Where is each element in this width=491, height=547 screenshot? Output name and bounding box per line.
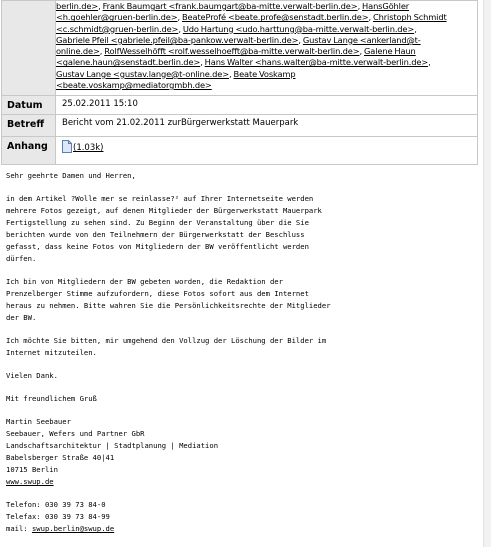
mail-line	[6, 523, 476, 535]
scrollbar-track[interactable]	[483, 0, 491, 547]
recipient-separator: ,	[428, 57, 431, 68]
body-line: gefasst, dass keine Fotos von Mitgliedern der BW veröffentlicht werden	[6, 242, 309, 251]
recipient-link[interactable]: berlin.de>	[56, 1, 99, 11]
telefax-line: Telefax: 030 39 73 84-99	[6, 512, 110, 521]
recipient-separator: ,	[229, 68, 234, 79]
contact-block	[6, 499, 476, 535]
body-line: in dem Artikel ?Wolle mer se reinlasse?² auf Ihrer Internetseite werden	[6, 194, 314, 203]
datum-value: 25.02.2011 15:10	[56, 96, 478, 115]
body-paragraph	[6, 370, 476, 382]
recipient-separator: ,	[357, 1, 363, 11]
body-line: Ich möchte Sie bitten, mir umgehend den Vollzug der Löschung der Bilder im	[6, 336, 327, 345]
message-body	[6, 170, 476, 546]
recipient-link[interactable]: BeateProfé <beate.profe@senstadt.berlin.de>	[182, 12, 369, 23]
recipient-link[interactable]: Galene Haun	[364, 46, 416, 57]
mail-link[interactable]: swup.berlin@swup.de	[31, 524, 115, 533]
recipient-separator: ,	[99, 46, 105, 57]
recipient-separator: ,	[177, 12, 183, 23]
body-line: Ich bin von Mitgliedern der BW gebeten worden, die Redaktion der	[6, 277, 283, 286]
body-line: Prenzelberger Stimme aufzufordern, diese Fotos sofort aus dem Internet	[6, 289, 309, 298]
recipient-separator: ,	[98, 1, 103, 11]
body-line: der BW.	[6, 313, 37, 322]
body-paragraph	[6, 170, 476, 182]
recipient-link[interactable]: Frank Baumgart <frank.baumgart@ba-mitte.verwalt-berlin.de>	[102, 1, 358, 11]
recipient-link[interactable]: <h.goehler@gruen-berlin.de>	[56, 12, 178, 23]
recipient-separator: ,	[414, 23, 417, 34]
body-line: Vielen Dank.	[6, 371, 58, 380]
signature-line: Martin Seebauer	[6, 417, 71, 426]
recipient-link[interactable]: HansGöhler	[362, 1, 410, 11]
recipient-link[interactable]: Christoph Schmidt	[373, 12, 447, 23]
anhang-label: Anhang	[2, 137, 56, 165]
body-line: dürfen.	[6, 254, 37, 263]
recipient-link[interactable]: Gabriele Pfeil <gabriele.pfeil@ba-pankow.verwalt-berlin.de>	[56, 34, 299, 45]
datum-label: Datum	[2, 96, 56, 115]
signature-line: Seebauer, Wefers und Partner GbR	[6, 429, 145, 438]
betreff-value: Bericht vom 21.02.2011 zurBürgerwerkstatt Mauerpark	[56, 115, 478, 137]
recipient-separator: ,	[298, 34, 303, 45]
recipient-link[interactable]: <beate.voskamp@mediatorgmbh.de>	[56, 80, 212, 91]
betreff-label: Betreff	[2, 115, 56, 137]
recipient-link[interactable]: Udo Hartung <udo.harttung@ba-mitte.verwalt-berlin.de>	[182, 23, 415, 34]
body-line: mehrere Fotos gezeigt, auf denen Mitglieder der Bürgerwerkstatt Mauerpark	[6, 206, 322, 215]
recipient-link[interactable]: <c.schmidt@gruen-berlin.de>	[56, 23, 179, 34]
anhang-cell	[56, 137, 478, 165]
body-paragraph	[6, 393, 476, 405]
body-line: Fertigstellung zu sehen sind. Zu Beginn der Veranstaltung über die Sie	[6, 218, 309, 227]
signature-block	[6, 416, 476, 488]
recipient-separator: ,	[368, 12, 374, 23]
recipients-label-cell	[2, 1, 56, 96]
recipient-link[interactable]: <galene.haun@senstadt.berlin.de>	[56, 57, 201, 68]
attachment-link[interactable]	[62, 143, 103, 153]
website-link[interactable]: www.swup.de	[6, 477, 54, 486]
body-paragraph	[6, 193, 476, 265]
recipient-link[interactable]: online.de>	[56, 46, 100, 57]
telefon-line: Telefon: 030 39 73 84-0	[6, 500, 106, 509]
message-header-table	[1, 0, 478, 165]
recipient-link[interactable]: Hans Walter <hans.walter@ba-mitte.verwalt-berlin.de>	[204, 57, 429, 68]
recipient-link[interactable]: RolfWesselhöfft <rolf.wesselhoefft@ba-mitte.verwalt-berlin.de>	[104, 46, 360, 57]
mail-label: mail:	[6, 524, 32, 533]
body-paragraph	[6, 335, 476, 359]
recipient-separator: ,	[200, 57, 205, 68]
body-paragraphs	[6, 170, 476, 405]
recipient-link[interactable]: Gustav Lange <ankerland@t-	[302, 34, 421, 45]
recipient-link[interactable]: Gustav Lange <gustav.lange@t-online.de>	[56, 68, 230, 79]
body-line: berichten wurde von den Teilnehmern der Bürgerwerkstatt der Beschluss	[6, 230, 305, 239]
body-line: Internet mitzuteilen.	[6, 348, 97, 357]
document-icon	[62, 140, 72, 153]
recipient-link[interactable]: Beate Voskamp	[233, 68, 296, 79]
signature-line: 10715 Berlin	[6, 465, 58, 474]
recipient-separator: ,	[359, 46, 365, 57]
body-line: heraus zu nehmen. Bitte wahren Sie die Persönlichkeitsrechte der Mitglieder	[6, 301, 331, 310]
attachment-size: (1.03k)	[73, 143, 104, 153]
signature-line: Babelsberger Straße 40|41	[6, 453, 115, 462]
signature-line: Landschaftsarchitektur | Stadtplanung | Mediation	[6, 441, 219, 450]
body-paragraph	[6, 276, 476, 324]
body-line: Mit freundlichem Gruß	[6, 394, 97, 403]
recipients-list	[56, 1, 478, 96]
recipient-separator: ,	[178, 23, 183, 34]
body-line: Sehr geehrte Damen und Herren,	[6, 171, 136, 180]
